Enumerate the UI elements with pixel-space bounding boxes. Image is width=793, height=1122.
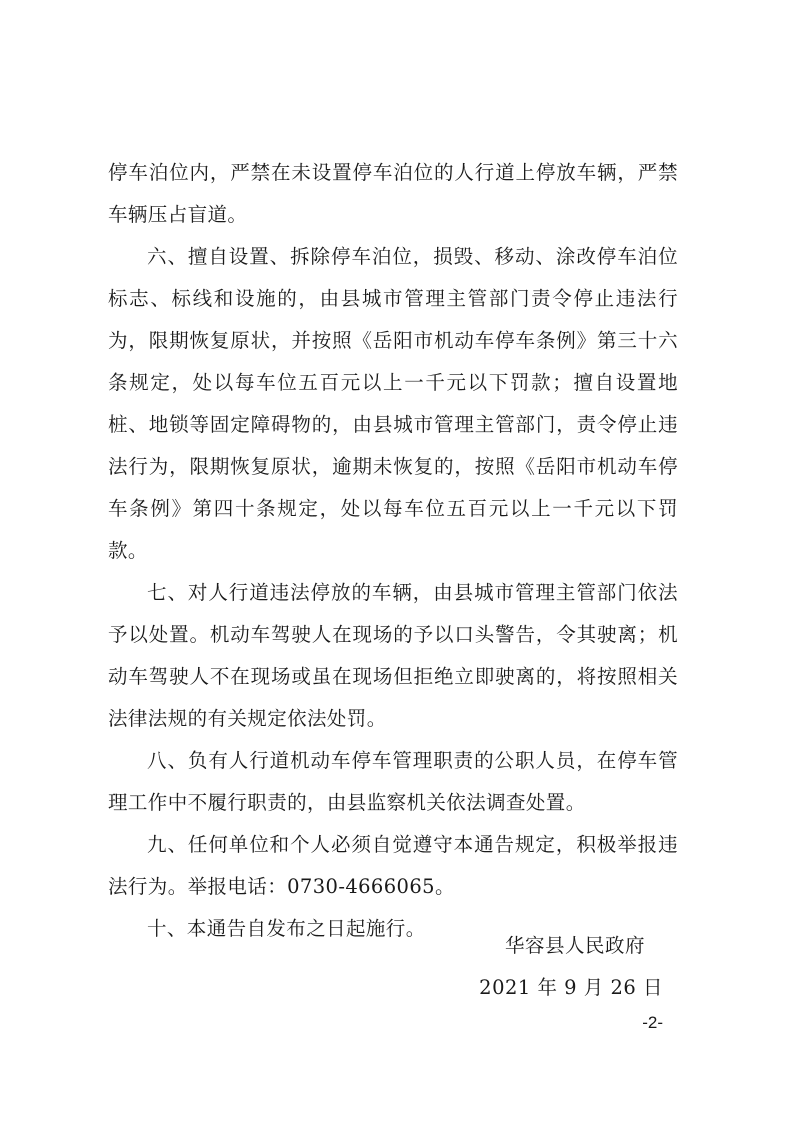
paragraph-item-6: 六、擅自设置、拆除停车泊位，损毁、移动、涂改停车泊位标志、标线和设施的，由县城市管理主管部门责令停止违法行为，限期恢复原状，并按照《岳阳市机动车停车条例》第三十六条规定，处以每车位五百元以上一千元以下罚款；擅自设置地桩、地锁等固定障碍物的，由县城市管理主管部门，责令停止违法行为，限期恢复原状，逾期未恢复的，按照《岳阳市机动车停车条例》第四十条规定，处以每车位五百元以上一千元以下罚款。 xyxy=(108,245,678,562)
page-number: -2- xyxy=(642,1013,663,1032)
paragraph-continuation: 停车泊位内，严禁在未设置停车泊位的人行道上停放车辆，严禁车辆压占盲道。 xyxy=(108,161,678,226)
paragraph-item-7: 七、对人行道违法停放的车辆，由县城市管理主管部门依法予以处置。机动车驾驶人在现场的予以口头警告，令其驶离；机动车驾驶人不在现场或虽在现场但拒绝立即驶离的，将按照相关法律法规的有关规定依法处罚。 xyxy=(108,581,678,730)
issue-date: 2021 年 9 月 26 日 xyxy=(479,976,663,999)
paragraph-item-9: 九、任何单位和个人必须自觉遵守本通告规定，积极举报违法行为。举报电话：0730-4666065。 xyxy=(108,833,678,898)
document-body xyxy=(108,152,678,950)
issuing-organization: 华容县人民政府 xyxy=(504,934,645,957)
signature-block xyxy=(479,925,663,1009)
paragraph-item-10: 十、本通告自发布之日起施行。 xyxy=(147,917,426,940)
paragraph-item-8: 八、负有人行道机动车停车管理职责的公职人员，在停车管理工作中不履行职责的，由县监察机关依法调查处置。 xyxy=(108,749,678,814)
